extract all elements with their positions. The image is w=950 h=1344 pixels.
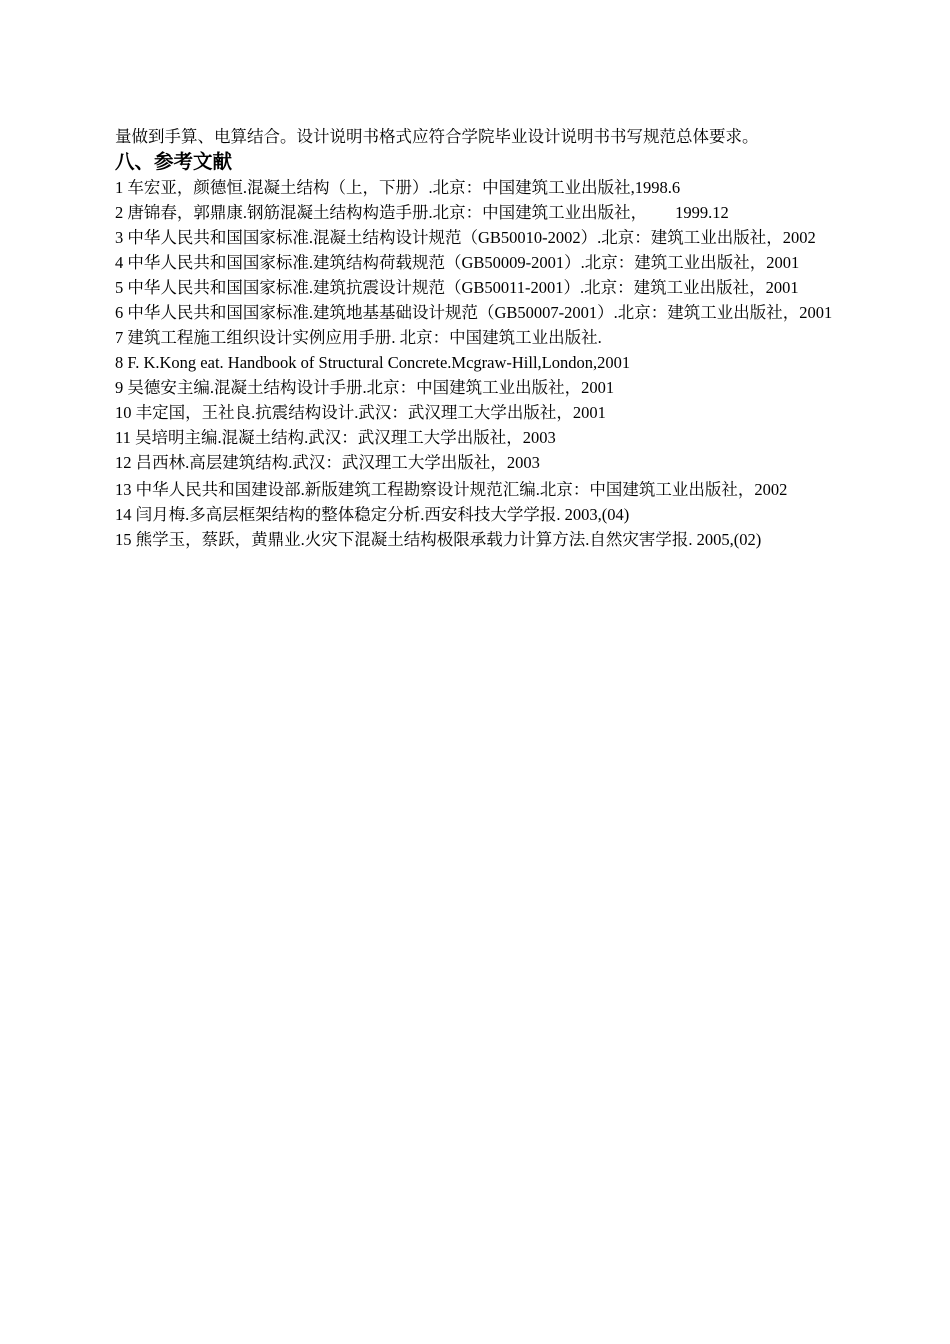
reference-number: 6	[115, 303, 124, 322]
reference-number: 14	[115, 505, 132, 524]
reference-number: 4	[115, 253, 124, 272]
reference-item	[115, 502, 845, 527]
reference-text: 熊学玉，蔡跃，黄鼎业.火灾下混凝土结构极限承载力计算方法.自然灾害学报. 2005,(02)	[135, 530, 762, 549]
reference-item	[115, 450, 845, 475]
reference-text: 中华人民共和国国家标准.建筑抗震设计规范（GB50011-2001）.北京：建筑工业出版社，2001	[127, 278, 799, 297]
reference-text: 中华人民共和国国家标准.建筑结构荷载规范（GB50009-2001）.北京：建筑工业出版社，2001	[127, 253, 800, 272]
reference-text: 建筑工程施工组织设计实例应用手册. 北京：中国建筑工业出版社.	[127, 328, 602, 347]
reference-number: 11	[115, 428, 131, 447]
reference-number: 9	[115, 378, 124, 397]
reference-item	[115, 400, 845, 425]
reference-item	[115, 300, 845, 325]
intro-paragraph: 量做到手算、电算结合。设计说明书格式应符合学院毕业设计说明书书写规范总体要求。	[115, 127, 759, 146]
reference-text: F. K.Kong eat. Handbook of Structural Concrete.Mcgraw-Hill,London,2001	[127, 353, 631, 372]
reference-item	[115, 375, 845, 400]
reference-number: 13	[115, 480, 132, 499]
reference-text: 中华人民共和国国家标准.建筑地基基础设计规范（GB50007-2001）.北京：建筑工业出版社，2001	[127, 303, 833, 322]
reference-text: 吴德安主编.混凝土结构设计手册.北京：中国建筑工业出版社，2001	[127, 378, 615, 397]
reference-item	[115, 175, 845, 200]
reference-number: 1	[115, 178, 124, 197]
reference-year: 1999.12	[675, 203, 729, 222]
reference-list	[115, 175, 845, 552]
reference-number: 10	[115, 403, 132, 422]
reference-number: 3	[115, 228, 124, 247]
reference-text: 吕西林.高层建筑结构.武汉：武汉理工大学出版社，2003	[135, 453, 540, 472]
reference-item	[115, 425, 845, 450]
reference-number: 12	[115, 453, 132, 472]
reference-item	[115, 200, 845, 225]
reference-number: 15	[115, 530, 132, 549]
reference-item	[115, 350, 845, 375]
reference-text: 车宏亚，颜德恒.混凝土结构（上，下册）.北京：中国建筑工业出版社,1998.6	[127, 178, 681, 197]
reference-number: 7	[115, 328, 124, 347]
page-content	[115, 124, 845, 552]
reference-item	[115, 527, 845, 552]
reference-item	[115, 225, 845, 250]
reference-text: 唐锦春，郭鼎康.钢筋混凝土结构构造手册.北京：中国建筑工业出版社，	[127, 203, 648, 222]
reference-text: 吴培明主编.混凝土结构.武汉：武汉理工大学出版社，2003	[135, 428, 556, 447]
reference-item	[115, 250, 845, 275]
reference-number: 5	[115, 278, 124, 297]
section-heading-references: 八、参考文献	[115, 150, 233, 173]
reference-number: 8	[115, 353, 124, 372]
reference-text: 丰定国，王社良.抗震结构设计.武汉：武汉理工大学出版社，2001	[135, 403, 606, 422]
reference-text: 中华人民共和国建设部.新版建筑工程勘察设计规范汇编.北京：中国建筑工业出版社，2002	[135, 480, 788, 499]
reference-item	[115, 477, 845, 502]
reference-text: 中华人民共和国国家标准.混凝土结构设计规范（GB50010-2002）.北京：建筑工业出版社，2002	[127, 228, 816, 247]
reference-item	[115, 325, 845, 350]
reference-item	[115, 275, 845, 300]
reference-text: 闫月梅.多高层框架结构的整体稳定分析.西安科技大学学报. 2003,(04)	[135, 505, 630, 524]
reference-number: 2	[115, 203, 124, 222]
